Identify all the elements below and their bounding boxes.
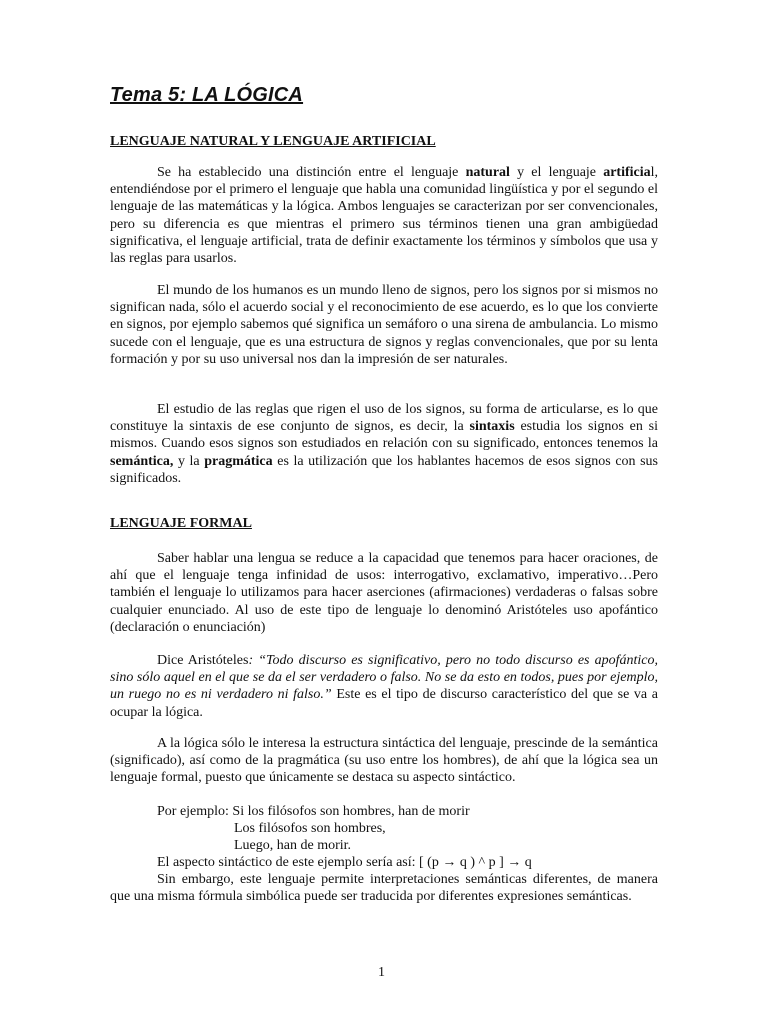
- bold-term-natural: natural: [465, 165, 510, 180]
- aristotle-quote: : “Todo discurso es significativo, pero no todo discurso es apofántico, sino sólo aquel en el que se da el ser verdadero o falso. No se da esto en todos, pues por ejemplo, un ruego no es ni verdadero ni falso.”: [110, 653, 658, 703]
- text-segment: y el lenguaje: [509, 165, 604, 180]
- text-segment: estudia los signos en si mismos. Cuando esos signos son estudiados en relación con su significado, entonces tenemos la: [110, 419, 658, 452]
- bold-term-pragmatica: pragmática: [204, 453, 273, 469]
- paragraph-sin-embargo: Sin embargo, este lenguaje permite interpretaciones semánticas diferentes, de manera que una misma fórmula simbólica puede ser traducida por diferentes expresiones semánticas.: [110, 872, 658, 905]
- section-heading-lenguaje-formal: LENGUAJE FORMAL: [110, 516, 252, 531]
- paragraph-estructura-sintactica: A la lógica sólo le interesa la estructura sintáctica del lenguaje, prescinde de la semántica (significado), así como de la pragmática (su uso entre los hombres), de ahí que la lógica sea un lenguaje formal, puesto que únicamente se destaca su aspecto sintáctico.: [110, 736, 658, 786]
- text-segment: Este es el tipo de discurso característico del que se va a ocupar la lógica.: [110, 687, 659, 720]
- text-segment: y la: [173, 453, 205, 469]
- example-line-3: Luego, han de morir.: [234, 838, 352, 853]
- text-segment: Dice Aristóteles: [157, 653, 249, 668]
- text-segment: es la utilización que los hablantes hacemos de esos signos con sus significados.: [110, 453, 658, 486]
- page-title: Tema 5: LA LÓGICA: [110, 84, 304, 106]
- paragraph-saber-hablar: Saber hablar una lengua se reduce a la capacidad que tenemos para hacer oraciones, de ahí que el lenguaje tenga infinidad de usos: interrogativo, exclamativo, imperativo…Pero también el lenguaje lo utilizamos para hacer aserciones (afirmaciones) verdaderas o falsas sobre cualquier enunciado. Al uso de este tipo de lenguaje lo denominó Aristóteles uso apofántico (declaración o enunciación): [110, 551, 658, 635]
- text-segment: Se ha establecido una distinción entre el lenguaje: [157, 165, 466, 180]
- example-formula-line: El aspecto sintáctico de este ejemplo sería así: [ (p → q ) ^ p ] → q: [157, 855, 532, 870]
- paragraph-signos: El mundo de los humanos es un mundo lleno de signos, pero los signos por si mismos no significan nada, sólo el acuerdo social y el reconocimiento de ese acuerdo, es lo que los convierte en signos, por ejemplo sabemos qué significa un semáforo o una sirena de ambulancia. Lo mismo sucede con el lenguaje, que es una estructura de signos y reglas convencionales, que por su lenta formación y por su uso universal nos dan la impresión de ser naturales.: [110, 283, 658, 367]
- paragraph-sintaxis: [110, 401, 658, 487]
- text-segment: El estudio de las reglas que rigen el uso de los signos, su forma de articularse, es lo que constituye la sintaxis de ese conjunto de signos, es decir, la: [110, 402, 658, 435]
- text-segment: l, entendiéndose por el primero el lenguaje que habla una comunidad lingüística y por el segundo el lenguaje de las matemáticas y la lógica. Ambos lenguajes se caracterizan por ser convencionales, pero su diferencia es que mientras el primero sus términos tienen una gran ambigüedad significativa, el lenguaje artificial, trata de definir exactamente los términos y símbolos que usa y las reglas para usarlos.: [110, 165, 659, 267]
- bold-term-semantica: semántica,: [110, 453, 174, 469]
- bold-term-artificial: artificia: [603, 165, 651, 180]
- bold-term-sintaxis: sintaxis: [469, 419, 515, 435]
- paragraph-natural-artificial: [110, 164, 658, 267]
- page-number: 1: [378, 965, 385, 980]
- example-line-1: Por ejemplo: Si los filósofos son hombres, han de morir: [157, 804, 470, 819]
- paragraph-aristoteles: [110, 652, 658, 721]
- example-line-2: Los filósofos son hombres,: [234, 821, 386, 836]
- section-heading-natural-artificial: LENGUAJE NATURAL Y LENGUAJE ARTIFICIAL: [110, 134, 436, 149]
